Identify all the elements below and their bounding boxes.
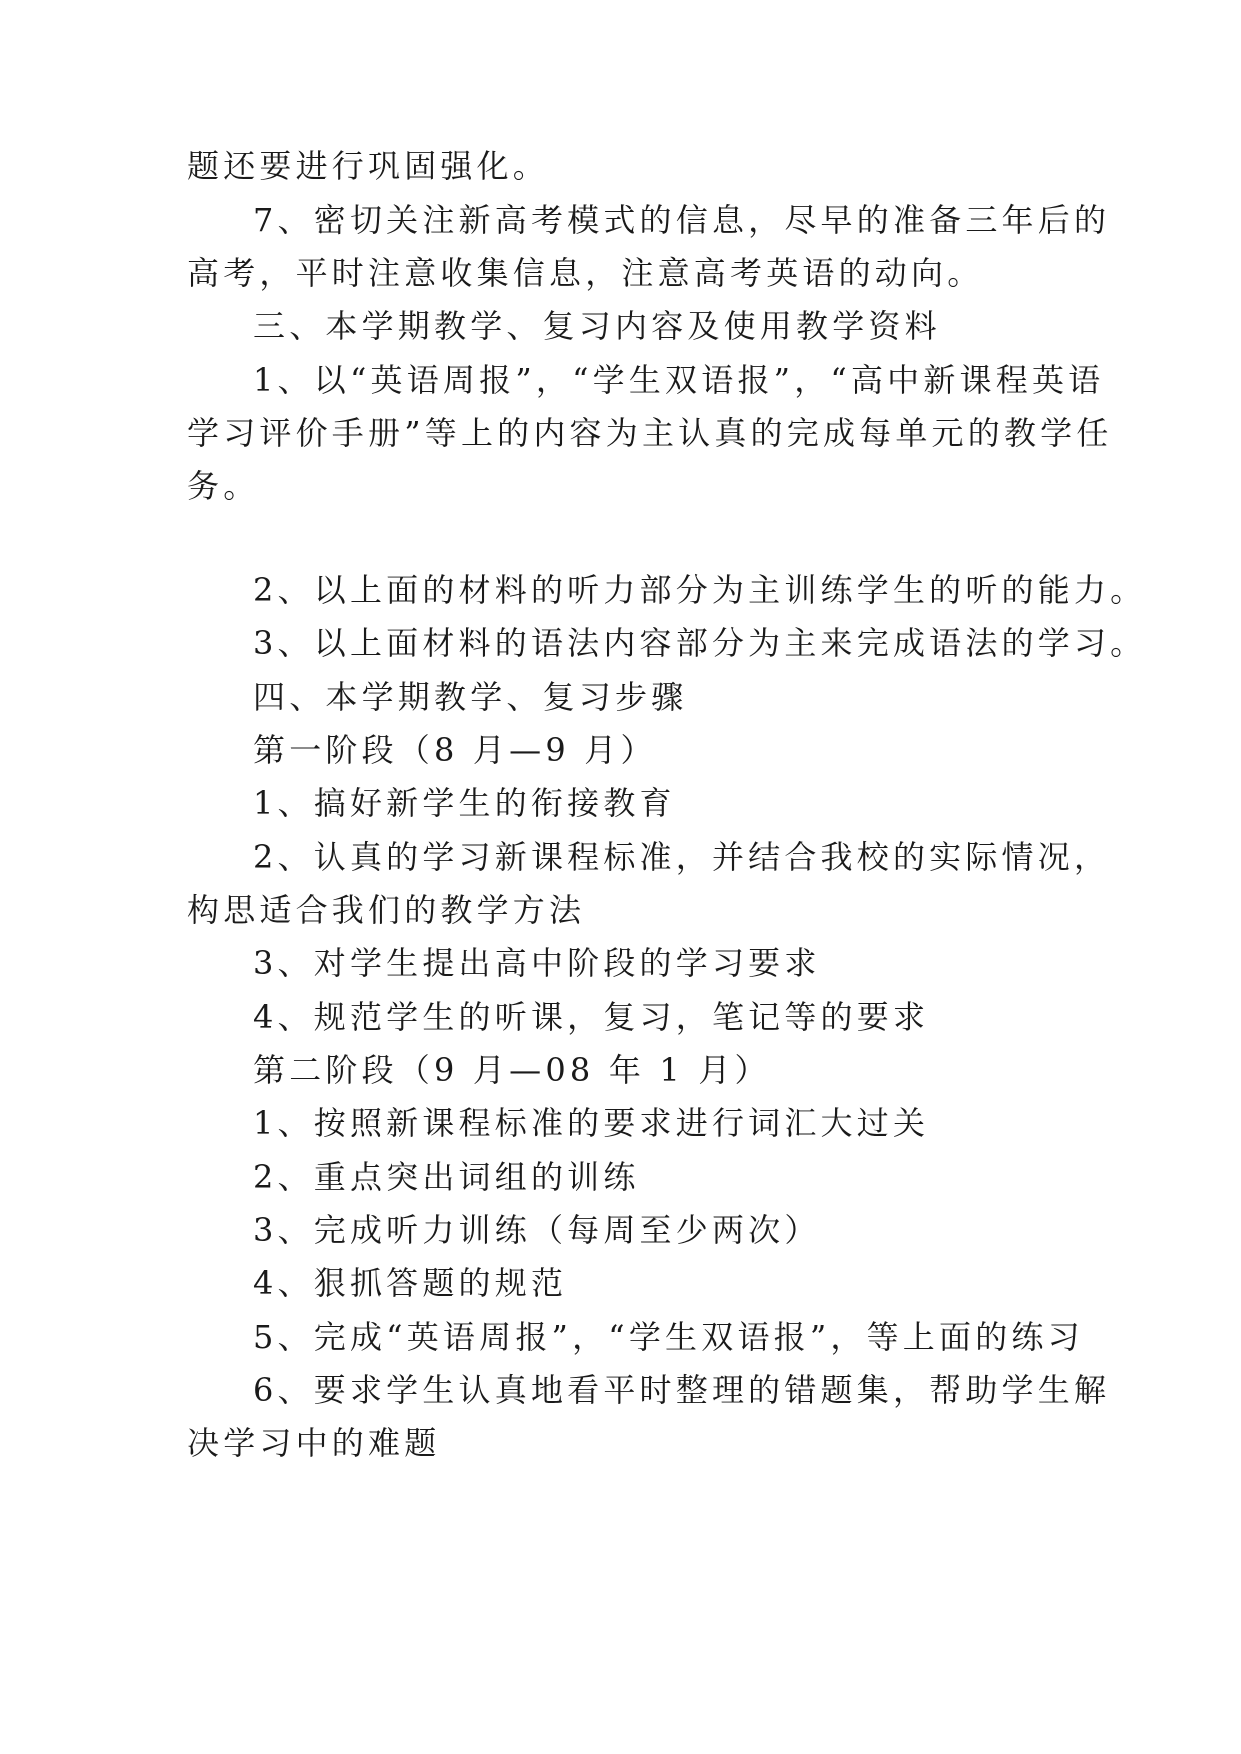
text-line: 题还要进行巩固强化。	[187, 147, 550, 185]
text-line: 6、要求学生认真地看平时整理的错题集，帮助学生解	[253, 1371, 1111, 1409]
text-line: 1、以“英语周报”，“学生双语报”，“高中新课程英语	[253, 361, 1105, 399]
text-line: 决学习中的难题	[187, 1424, 441, 1462]
section-heading: 四、本学期教学、复习步骤	[253, 678, 688, 716]
stage-heading: 第一阶段（8 月—9 月）	[253, 731, 657, 769]
text-line: 2、重点突出词组的训练	[253, 1158, 640, 1196]
text-line: 构思适合我们的教学方法	[187, 891, 586, 929]
text-line: 3、对学生提出高中阶段的学习要求	[253, 944, 821, 982]
text-line: 高考，平时注意收集信息，注意高考英语的动向。	[187, 254, 984, 292]
text-line: 4、规范学生的听课，复习，笔记等的要求	[253, 998, 930, 1036]
text-line: 3、完成听力训练（每周至少两次）	[253, 1211, 821, 1249]
text-line: 1、搞好新学生的衔接教育	[253, 784, 676, 822]
text-line: 1、按照新课程标准的要求进行词汇大过关	[253, 1104, 930, 1142]
text-line: 7、密切关注新高考模式的信息，尽早的准备三年后的	[253, 201, 1111, 239]
text-line: 务。	[187, 467, 260, 505]
text-line: 2、认真的学习新课程标准，并结合我校的实际情况，	[253, 838, 1111, 876]
section-heading: 三、本学期教学、复习内容及使用教学资料	[253, 307, 941, 345]
text-line: 5、完成“英语周报”，“学生双语报”，等上面的练习	[253, 1318, 1084, 1356]
stage-heading: 第二阶段（9 月—08 年 1 月）	[253, 1051, 771, 1089]
text-line: 2、以上面的材料的听力部分为主训练学生的听的能力。	[253, 571, 1147, 609]
text-line: 学习评价手册”等上的内容为主认真的完成每单元的教学任	[187, 414, 1113, 452]
text-line: 4、狠抓答题的规范	[253, 1264, 568, 1302]
text-line: 3、以上面材料的语法内容部分为主来完成语法的学习。	[253, 624, 1147, 662]
